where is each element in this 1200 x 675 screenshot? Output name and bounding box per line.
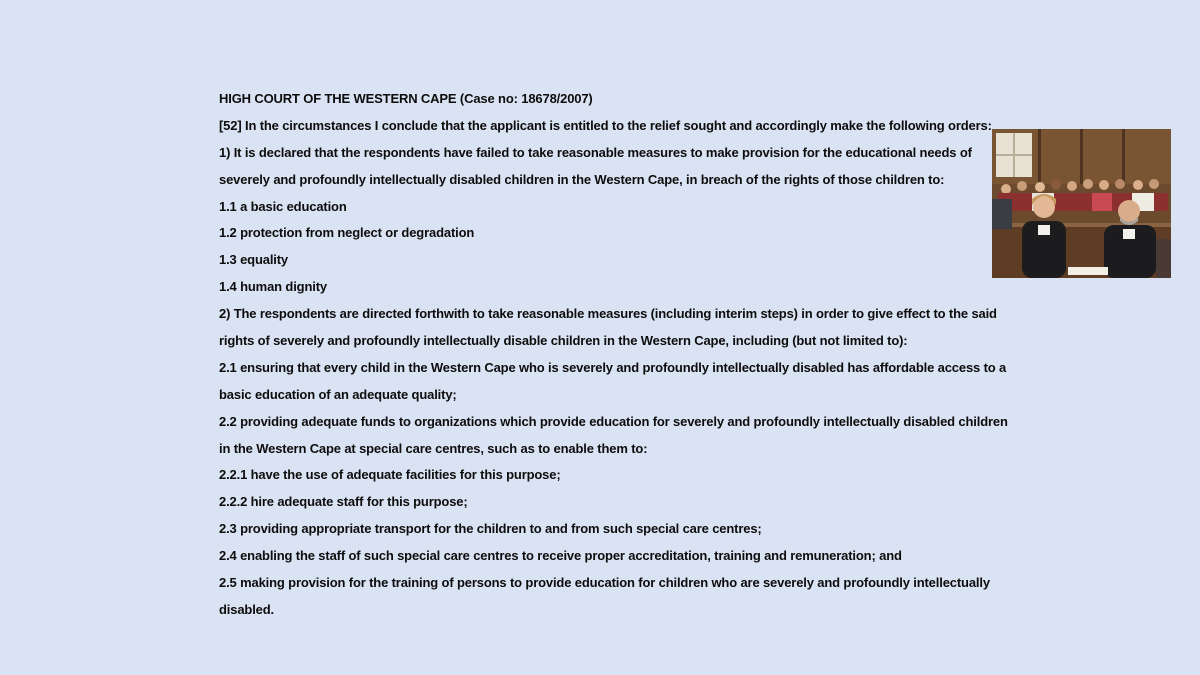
order-2-2-line-1: 2.2 providing adequate funds to organizations which provide education for severely and profoundly intellectually disabled children — [219, 413, 1008, 429]
order-2-1-line-1: 2.1 ensuring that every child in the Western Cape who is severely and profoundly intellectually disabled has affordable access to a — [219, 359, 1007, 375]
order-2-2-2: 2.2.2 hire adequate staff for this purpose; — [219, 494, 468, 510]
order-1-line-1: 1) It is declared that the respondents have failed to take reasonable measures to make provision for the educational needs of — [219, 144, 972, 160]
order-2-2-line-2: in the Western Cape at special care centres, such as to enable them to: — [219, 440, 648, 456]
order-2-3: 2.3 providing appropriate transport for the children to and from such special care centres; — [219, 521, 762, 537]
order-2-4: 2.4 enabling the staff of such special care centres to receive proper accreditation, training and remuneration; and — [219, 548, 902, 564]
courtroom-photo — [992, 129, 1171, 278]
order-2-line-1: 2) The respondents are directed forthwith to take reasonable measures (including interim steps) in order to give effect to the said — [219, 306, 997, 322]
order-2-1-line-2: basic education of an adequate quality; — [219, 386, 457, 402]
case-heading: HIGH COURT OF THE WESTERN CAPE (Case no: 18678/2007) — [219, 91, 593, 106]
order-1-3: 1.3 equality — [219, 252, 289, 268]
order-1-2: 1.2 protection from neglect or degradation — [219, 225, 475, 241]
order-paragraph-52: [52] In the circumstances I conclude that the applicant is entitled to the relief sought and accordingly make the following orders: — [219, 117, 992, 133]
order-2-line-2: rights of severely and profoundly intellectually disable children in the Western Cape, including (but not limited to): — [219, 333, 908, 349]
order-2-2-1: 2.2.1 have the use of adequate facilities for this purpose; — [219, 467, 561, 483]
judgment-text — [219, 86, 1054, 624]
order-1-line-2: severely and profoundly intellectually disabled children in the Western Cape, in breach of the rights of those children to: — [219, 171, 945, 187]
order-1-1: 1.1 a basic education — [219, 198, 347, 214]
order-1-4: 1.4 human dignity — [219, 279, 327, 295]
order-2-5-line-2: disabled. — [219, 601, 274, 617]
order-2-5-line-1: 2.5 making provision for the training of persons to provide education for children who are severely and profoundly intellectually — [219, 575, 990, 591]
